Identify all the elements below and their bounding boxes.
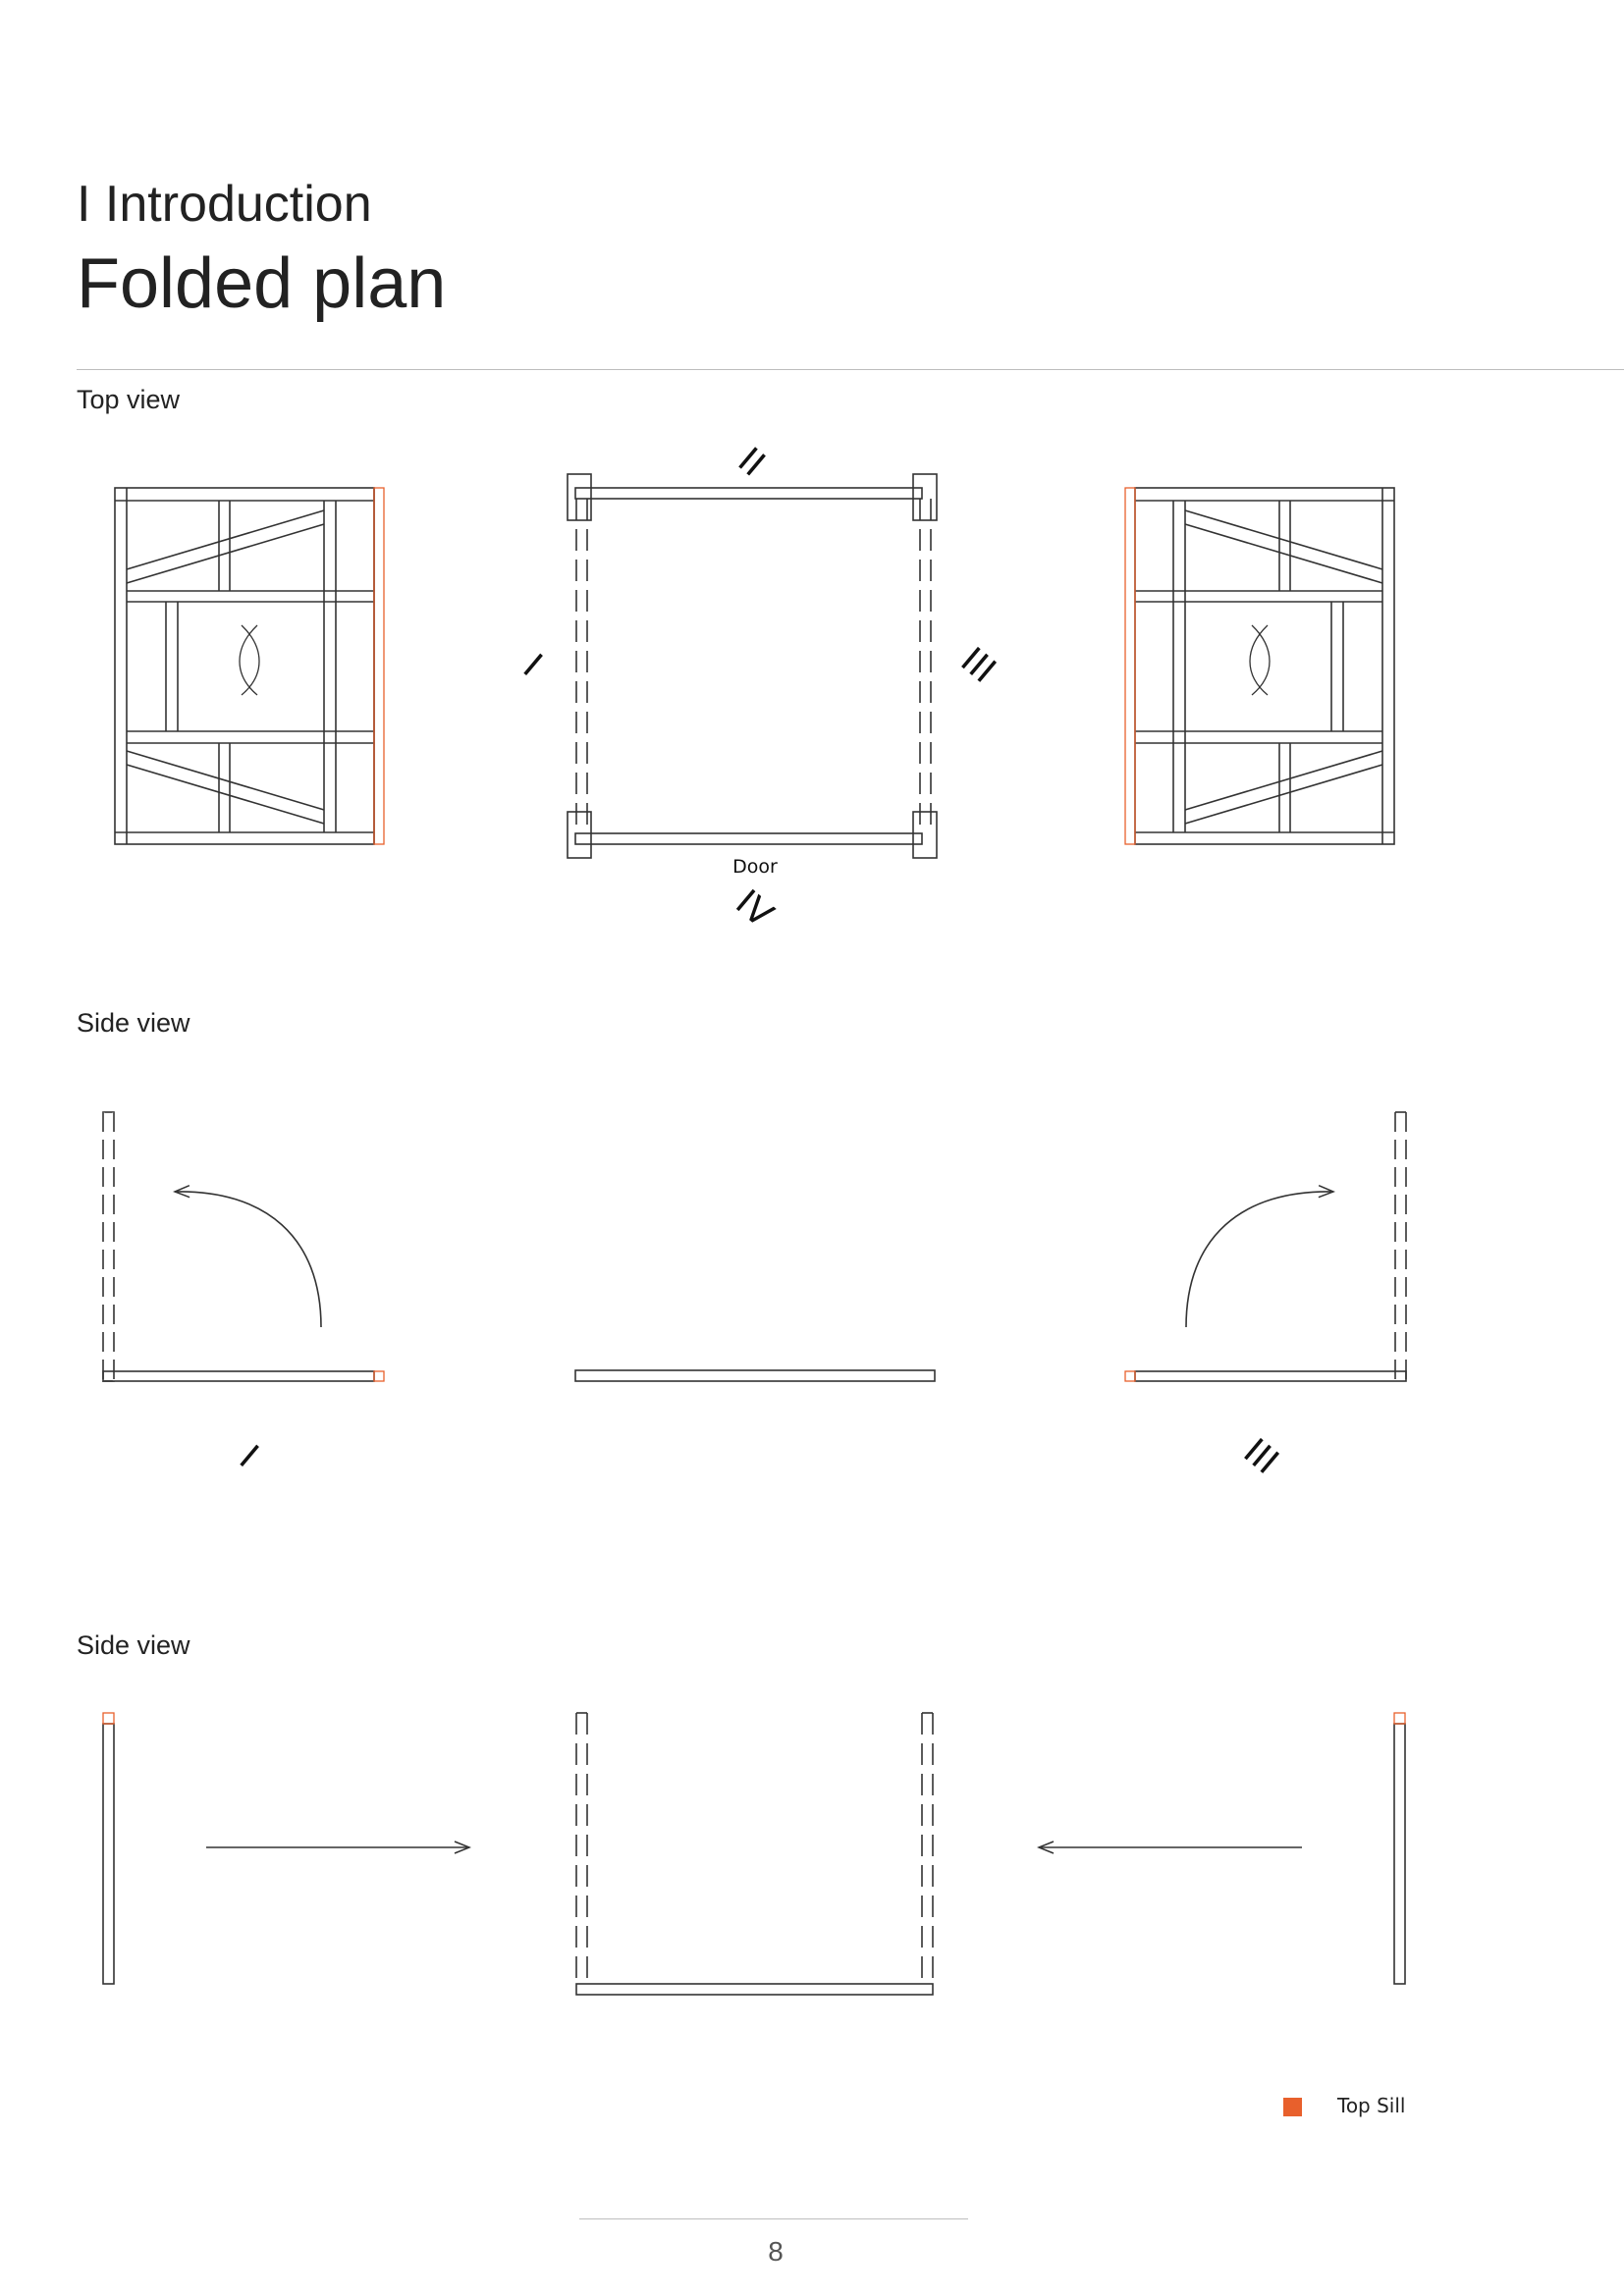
chapter-title: I Introduction [77,176,372,233]
mark-i-side: I [231,1438,266,1476]
door-label: Door [732,856,778,878]
left-wall-assembly [103,1724,469,1984]
right-wall-side-view [1135,1112,1406,1381]
section-top-view: Top view [77,385,181,414]
left-wall-side-view [103,1112,374,1381]
left-wall-side-sill [374,1371,384,1381]
footer-divider [579,2218,968,2219]
right-wall-assembly [1039,1724,1405,1984]
mark-iv: IV [728,882,781,936]
right-wall-top-sill [1125,488,1135,844]
folded-box-top-view [568,474,937,858]
left-wall-top-sill [374,488,384,844]
left-wall-top-view [115,488,374,844]
legend-swatch-top-sill [1283,2098,1302,2116]
mark-i: I [514,647,550,685]
right-wall-side-sill [1125,1371,1135,1381]
section-side-view-2: Side view [77,1630,190,1660]
right-wall-top-view [1135,488,1394,844]
right-wall-assembly-sill [1394,1713,1405,1724]
left-wall-assembly-sill [103,1713,114,1724]
section-side-view-1: Side view [77,1008,190,1038]
door-floor-side-view [575,1370,935,1381]
mark-iii: III [952,640,1003,692]
mark-ii: II [730,440,773,485]
door-assembly [576,1713,933,1995]
mark-iii-side: III [1235,1431,1286,1483]
legend-label-top-sill: Top Sill [1337,2094,1406,2117]
page-number: 8 [768,2236,784,2267]
page-title: Folded plan [77,244,447,323]
